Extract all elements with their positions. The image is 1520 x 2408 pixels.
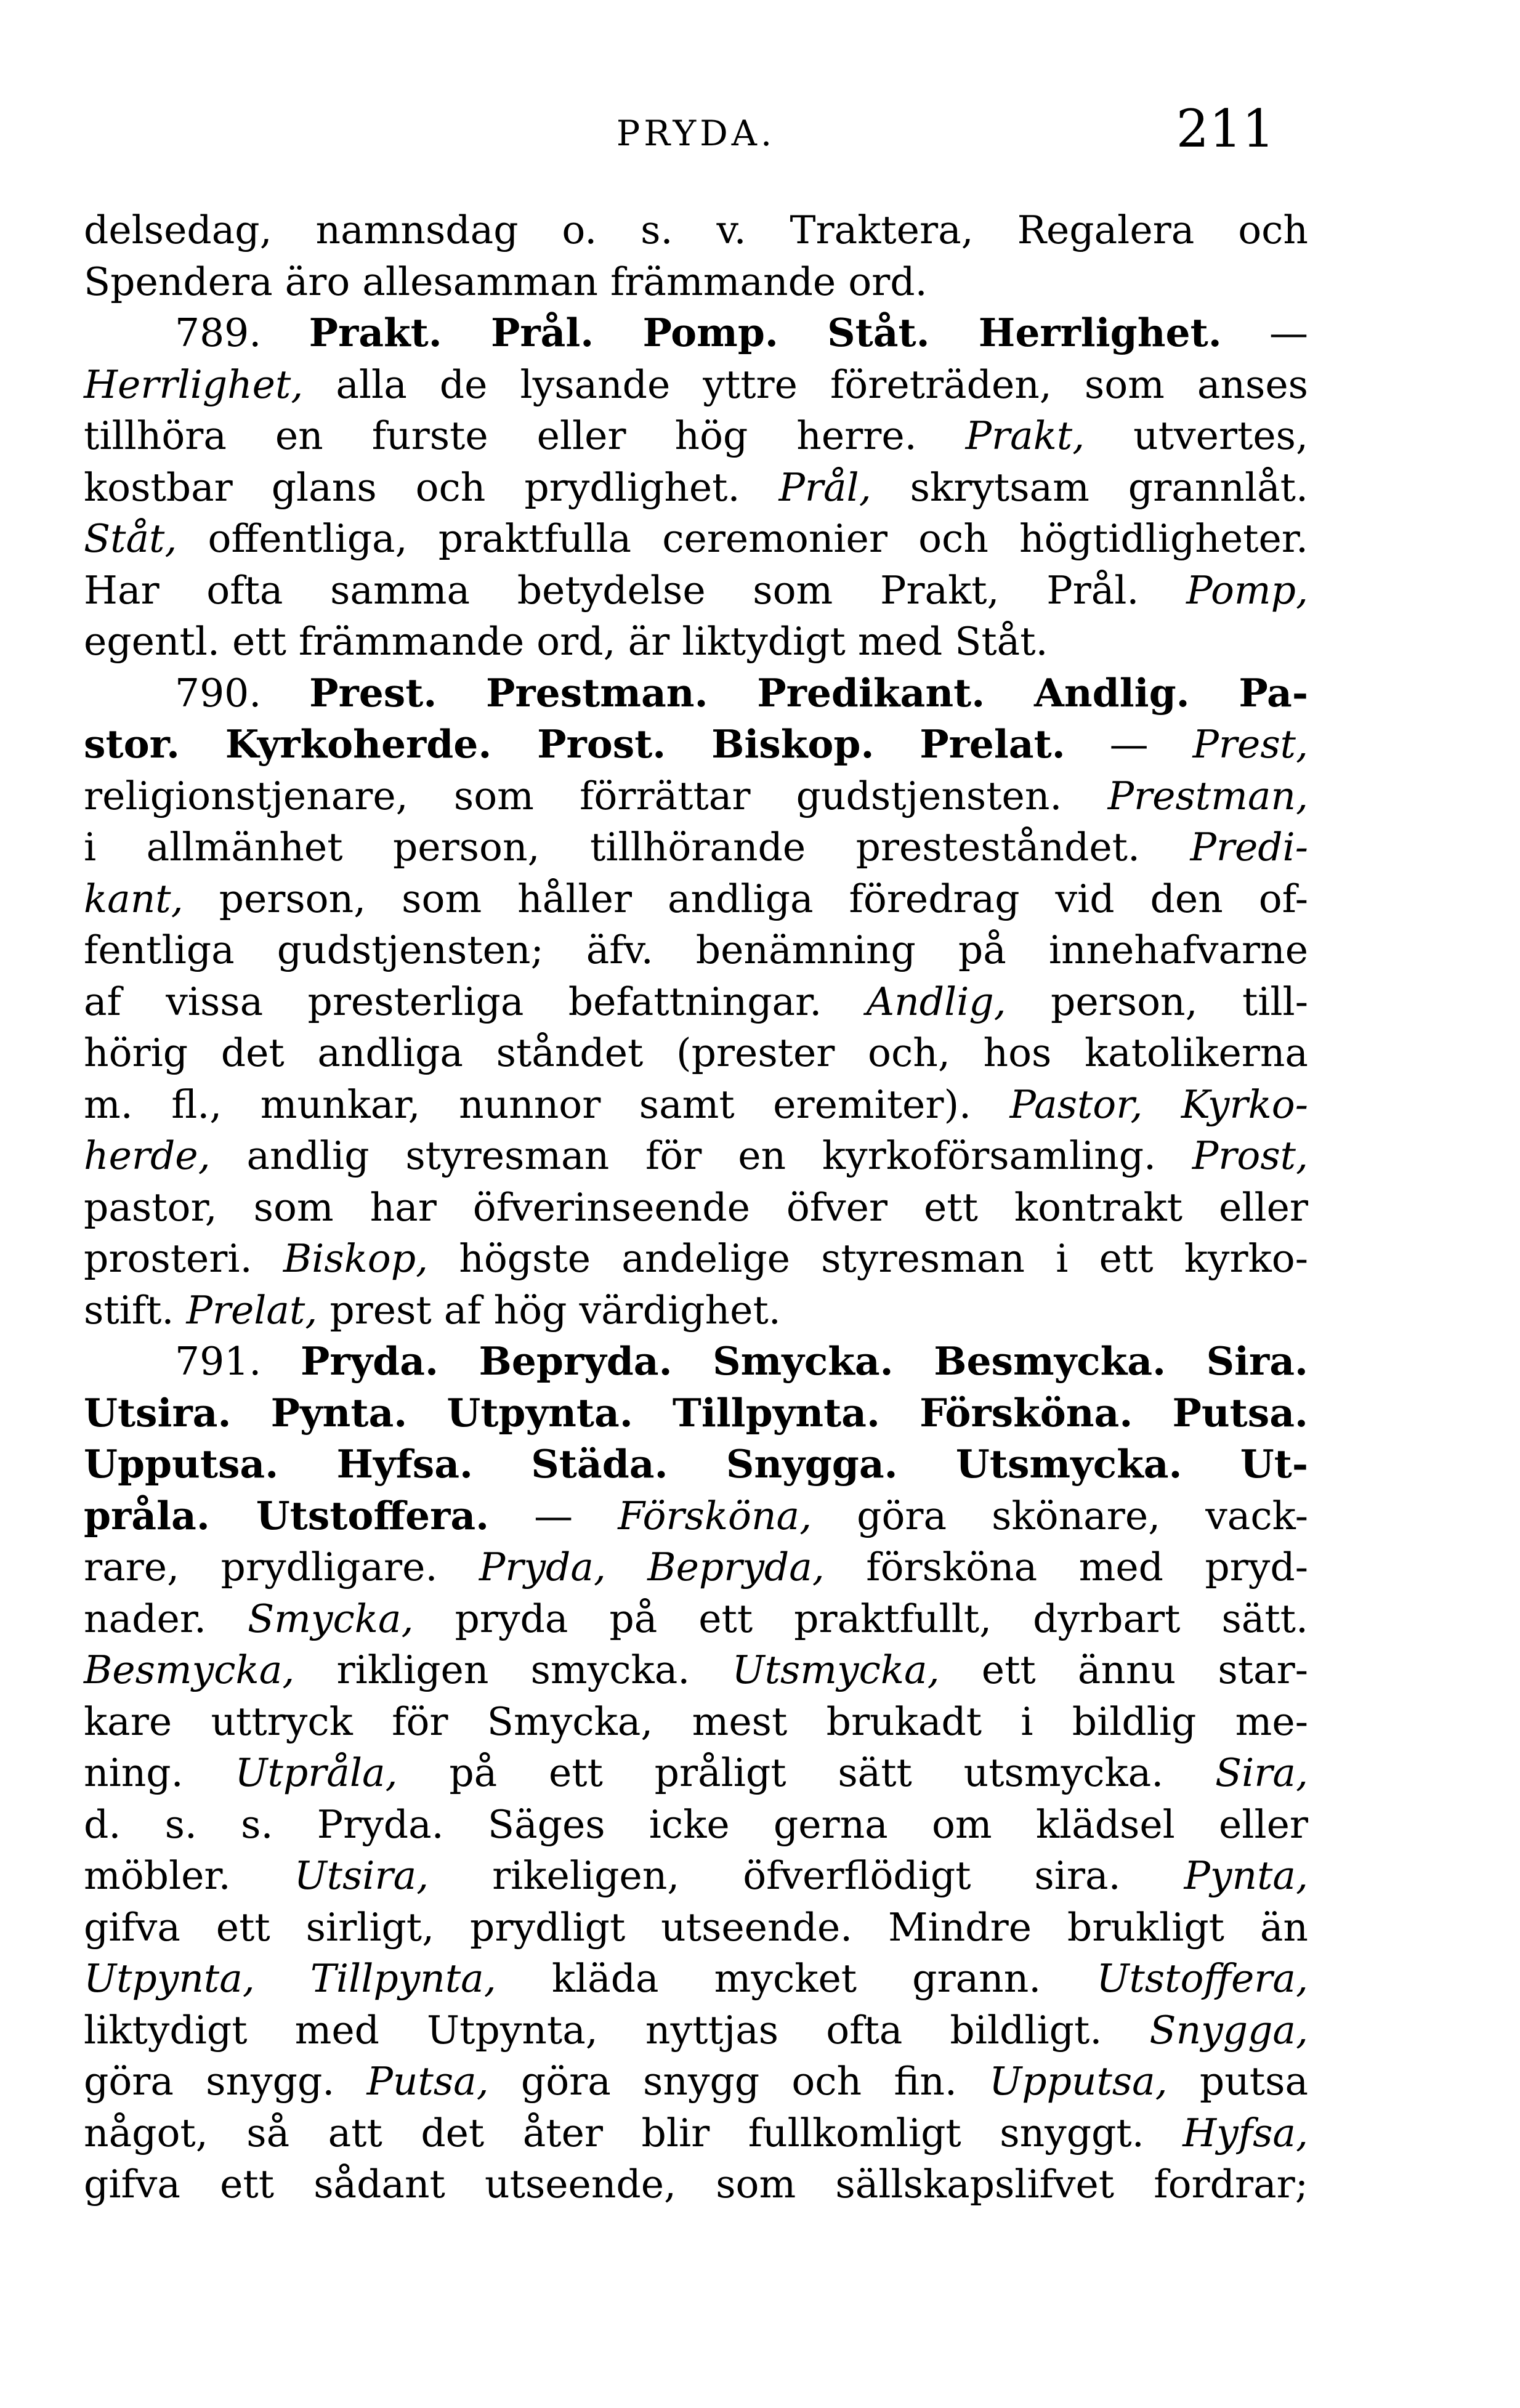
body-text: tillhöra en furste eller hög herre.	[84, 413, 966, 458]
body-text: prosteri.	[84, 1236, 283, 1281]
body-text: gifva ett sirligt, prydligt utseende. Mindre brukligt än	[84, 1904, 1308, 1950]
body-text: utvertes,	[1085, 413, 1309, 458]
body-text: egentl. ett främmande ord, är liktydigt med Ståt.	[84, 619, 1048, 664]
text-line	[84, 1850, 1308, 1902]
text-line	[84, 462, 1308, 514]
text-line	[84, 719, 1308, 770]
body-text: m. fl., munkar, nunnor samt eremiter).	[84, 1081, 1010, 1127]
text-line	[84, 1182, 1308, 1234]
text-line	[84, 1233, 1308, 1285]
term-italic: Upputsa,	[989, 2059, 1168, 2104]
text-line	[84, 1696, 1308, 1748]
term-italic: Biskop,	[283, 1236, 429, 1281]
headword-bold: Pryda. Bepryda. Smycka. Besmycka. Sira.	[300, 1338, 1308, 1384]
term-italic: herde,	[84, 1133, 211, 1178]
text-line	[84, 2005, 1308, 2056]
body-text: af vissa presterliga befattningar.	[84, 979, 867, 1024]
term-italic: Prakt,	[965, 413, 1085, 458]
text-line	[84, 976, 1308, 1028]
body-text: delsedag, namnsdag o. s. v. Traktera, Regalera och	[84, 208, 1308, 253]
body-text: gifva ett sådant utseende, som sällskapslifvet fordrar;	[84, 2162, 1308, 2207]
term-italic: Prest,	[1192, 722, 1308, 767]
body-text: något, så att det åter blir fullkomligt snyggt.	[84, 2110, 1183, 2155]
body-text: putsa	[1167, 2059, 1308, 2104]
body-text: göra snygg och fin.	[488, 2059, 990, 2104]
body-text: möbler.	[84, 1853, 294, 1898]
body-text: ning.	[84, 1750, 235, 1795]
body-text: person, till-	[1006, 979, 1308, 1024]
body-text: —	[1221, 310, 1308, 355]
body-text: fentliga gudstjensten; äfv. benämning på innehafvarne	[84, 927, 1308, 972]
body-text: skrytsam grannlåt.	[871, 464, 1308, 510]
term-italic: Utpråla,	[235, 1750, 398, 1795]
body-text: prest af hög värdighet.	[317, 1287, 781, 1333]
term-italic: Försköna,	[618, 1493, 812, 1538]
body-text: person, som håller andliga föredrag vid den of-	[183, 876, 1308, 921]
text-line	[84, 359, 1308, 411]
term-italic: Predi-	[1190, 825, 1308, 870]
body-text: ett ännu star-	[939, 1647, 1308, 1692]
body-text: kostbar glans och prydlighet.	[84, 464, 779, 510]
term-italic: Herrlighet,	[84, 362, 304, 407]
text-line	[84, 2056, 1308, 2107]
body-text: hörig det andliga ståndet (prester och, hos katolikerna	[84, 1030, 1308, 1075]
term-italic: Smycka,	[247, 1596, 414, 1641]
text-line	[84, 1644, 1308, 1696]
term-italic: Snygga,	[1149, 2007, 1308, 2053]
term-italic: kant,	[84, 876, 184, 921]
headword-bold: stor. Kyrkoherde. Prost. Biskop. Prelat.	[84, 721, 1065, 767]
body-text: göra skönare, vack-	[812, 1493, 1308, 1538]
body-text: andlig styresman för en kyrkoförsamling.	[210, 1133, 1192, 1178]
term-italic: Pastor, Kyrko-	[1009, 1081, 1308, 1127]
body-text: 789.	[175, 310, 309, 355]
term-italic: Sira,	[1215, 1750, 1309, 1795]
term-italic: Prelat,	[186, 1287, 318, 1333]
body-text: högste andelige styresman i ett kyrko-	[428, 1236, 1309, 1281]
text-line	[84, 410, 1308, 462]
text-line	[84, 822, 1308, 873]
text-line	[84, 2159, 1308, 2210]
text-line	[84, 770, 1308, 822]
text-line	[84, 1490, 1308, 1542]
text-line	[84, 1079, 1308, 1131]
headword-bold: pråla. Utstoffera.	[84, 1492, 490, 1538]
term-italic: Utpynta, Tillpynta,	[84, 1956, 496, 2001]
text-line	[84, 256, 1308, 308]
body-text: Spendera äro allesamman främmande ord.	[84, 259, 928, 304]
body-text: offentliga, praktfulla ceremonier och högtidligheter.	[177, 516, 1308, 561]
body-text: Har ofta samma betydelse som Prakt, Prål.	[84, 567, 1187, 613]
text-line	[84, 1285, 1308, 1336]
text-line	[84, 1439, 1308, 1490]
headword-bold: Prest. Prestman. Predikant. Andlig. Pa-	[309, 669, 1308, 716]
term-italic: Pryda, Bepryda,	[479, 1545, 825, 1590]
term-italic: Prestman,	[1107, 773, 1308, 818]
text-line	[84, 616, 1308, 668]
body-text: nader.	[84, 1596, 248, 1641]
term-italic: Utstoffera,	[1096, 1956, 1308, 2001]
page-number: 211	[1176, 99, 1275, 159]
body-text: kare uttryck för Smycka, mest brukadt i bildlig me-	[84, 1699, 1308, 1744]
body-text: 791.	[175, 1339, 301, 1384]
text-line	[84, 565, 1308, 616]
text-line	[84, 924, 1308, 976]
body-text: liktydigt med Utpynta, nyttjas ofta bildligt.	[84, 2007, 1150, 2053]
body-text: rikeligen, öfverflödigt sira.	[429, 1853, 1184, 1898]
body-text: göra snygg.	[84, 2059, 367, 2104]
term-italic: Hyfsa,	[1182, 2110, 1308, 2155]
text-lines	[84, 204, 1308, 2210]
term-italic: Pomp,	[1186, 567, 1308, 613]
running-head-title: PRYDA.	[616, 113, 776, 154]
text-line	[84, 513, 1308, 565]
headword-bold: Prakt. Prål. Pomp. Ståt. Herrlighet.	[309, 310, 1222, 355]
term-italic: Prost,	[1192, 1133, 1308, 1178]
text-line	[84, 1027, 1308, 1079]
body-text: stift.	[84, 1287, 187, 1333]
headword-bold: Utsira. Pynta. Utpynta. Tillpynta. Försköna. Putsa.	[84, 1389, 1308, 1436]
text-line	[84, 307, 1308, 359]
text-line	[84, 1388, 1308, 1439]
text-line	[84, 1336, 1308, 1388]
body-text: rikligen smycka.	[294, 1647, 732, 1692]
body-text: rare, prydligare.	[84, 1545, 479, 1590]
body-text: —	[489, 1493, 618, 1538]
text-line	[84, 204, 1308, 256]
headword-bold: Upputsa. Hyfsa. Städa. Snygga. Utsmycka. Ut-	[84, 1441, 1308, 1487]
text-line	[84, 1747, 1308, 1799]
term-italic: Putsa,	[366, 2059, 489, 2104]
term-italic: Prål,	[778, 464, 871, 510]
body-text: pastor, som har öfverinseende öfver ett kontrakt eller	[84, 1184, 1308, 1230]
body-text: d. s. s. Pryda. Säges icke gerna om klädsel eller	[84, 1801, 1308, 1847]
term-italic: Utsmycka,	[732, 1647, 940, 1692]
term-italic: Andlig,	[866, 979, 1006, 1024]
body-text: 790.	[175, 670, 310, 716]
term-italic: Pynta,	[1184, 1853, 1308, 1898]
body-text: i allmänhet person, tillhörande presteståndet.	[84, 825, 1191, 870]
term-italic: Utsira,	[294, 1853, 429, 1898]
text-line	[84, 1593, 1308, 1645]
term-italic: Besmycka,	[84, 1647, 295, 1692]
text-line	[84, 2107, 1308, 2159]
text-block	[84, 0, 1308, 2408]
body-text: försköna med pryd-	[824, 1545, 1308, 1590]
term-italic: Ståt,	[84, 516, 177, 561]
text-line	[84, 1130, 1308, 1182]
body-text: kläda mycket grann.	[496, 1956, 1097, 2001]
body-text: alla de lysande yttre företräden, som anses	[303, 362, 1308, 407]
body-text: pryda på ett praktfullt, dyrbart sätt.	[413, 1596, 1309, 1641]
text-line	[84, 1799, 1308, 1851]
text-line	[84, 873, 1308, 925]
body-text: religionstjenare, som förrättar gudstjensten.	[84, 773, 1108, 818]
body-text: —	[1065, 722, 1193, 767]
text-line	[84, 1902, 1308, 1953]
body-text: på ett pråligt sätt utsmycka.	[397, 1750, 1215, 1795]
text-line	[84, 1541, 1308, 1593]
text-line	[84, 668, 1308, 719]
text-line	[84, 1953, 1308, 2005]
